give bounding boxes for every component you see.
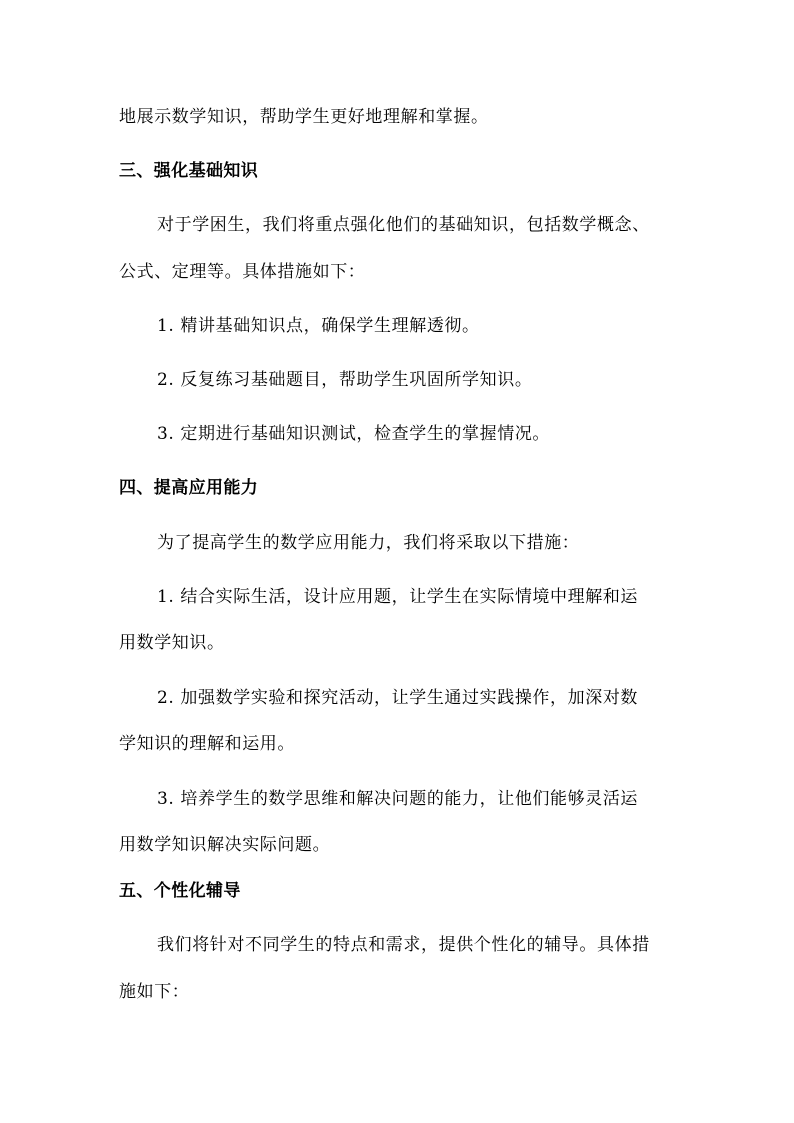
list-item: 2. 加强数学实验和探究活动，让学生通过实践操作，加深对数: [157, 688, 639, 708]
list-item: 2. 反复练习基础题目，帮助学生巩固所学知识。: [157, 370, 533, 390]
list-item-continuation: 用数学知识。: [119, 633, 225, 653]
section-heading-5: 五、个性化辅导: [119, 881, 241, 901]
list-item: 3. 定期进行基础知识测试，检查学生的掌握情况。: [157, 424, 551, 444]
paragraph-line: 对于学困生，我们将重点强化他们的基础知识，包括数学概念、: [157, 215, 650, 235]
paragraph-line: 为了提高学生的数学应用能力，我们将采取以下措施：: [157, 533, 580, 553]
list-item: 1. 结合实际生活，设计应用题，让学生在实际情境中理解和运: [157, 587, 639, 607]
list-item-continuation: 学知识的理解和运用。: [119, 734, 295, 754]
list-item: 1. 精讲基础知识点，确保学生理解透彻。: [157, 316, 480, 336]
paragraph-line: 施如下：: [119, 982, 190, 1002]
section-heading-3: 三、强化基础知识: [119, 161, 259, 181]
paragraph-line: 我们将针对不同学生的特点和需求，提供个性化的辅导。具体措: [157, 935, 650, 955]
paragraph-line: 公式、定理等。具体措施如下：: [119, 262, 366, 282]
section-heading-4: 四、提高应用能力: [119, 478, 259, 498]
list-item-continuation: 用数学知识解决实际问题。: [119, 835, 331, 855]
list-item: 3. 培养学生的数学思维和解决问题的能力，让他们能够灵活运: [157, 789, 639, 809]
paragraph-line: 地展示数学知识，帮助学生更好地理解和掌握。: [119, 107, 489, 127]
